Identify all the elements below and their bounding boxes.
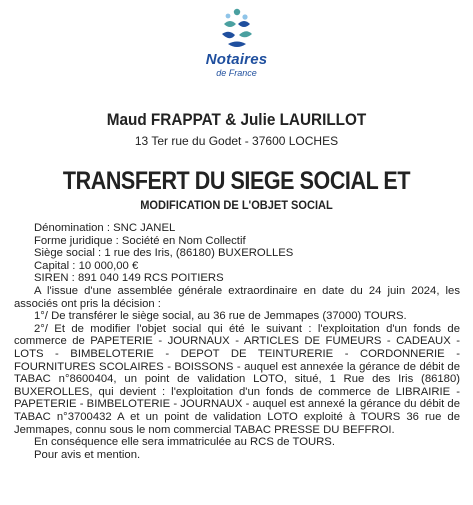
company-denomination: Dénomination : SNC JANEL xyxy=(34,222,176,234)
paragraph-decision-2: 2°/ Et de modifier l'objet social qui été le suivant : l'exploitation d'un fonds de commerce de PAPETERIE - JOURNAUX - ARTICLES DE FUMEURS - CADEAUX - LOTS - BIMBELOTERIE - DEPOT DE TEINTURERIE - CORDONNERIE - FOURNITURES SCOLAIRES - BOISSONS - auquel est annexée la gérance de débit de TABAC n°8600404, un point de validation LOTO, situé, 1 Rue des Iris (86180) BUXEROLLES, qui devient : l'exploitation d'un fonds de commerce de LIBRAIRIE - PAPETERIE - BIMBELOTERIE - JOURNAUX - auquel est annexé la gérance du débit de TABAC n°3700432 A et un point de validation LOTO exploité à TOURS 36 rue de Jemmapes, connu sous le nom commercial TABAC PRESSE DU BEFFROI. xyxy=(14,322,460,436)
company-siren: SIREN : 891 040 149 RCS POITIERS xyxy=(34,272,224,285)
paragraph-consequence: En conséquence elle sera immatriculée au RCS de TOURS. xyxy=(34,436,335,449)
company-capital: Capital : 10 000,00 € xyxy=(34,259,139,272)
logo-subtitle: de France xyxy=(216,68,257,78)
paragraph-decision-1: 1°/ De transférer le siège social, au 36 rue de Jemmapes (37000) TOURS. xyxy=(34,310,407,323)
logo-title: Notaires xyxy=(205,51,268,68)
notary-names: Maud FRAPPAT & Julie LAURILLOT xyxy=(106,110,367,129)
paragraph-intro: A l'issue d'une assemblée générale extraordinaire en date du 24 juin 2024, les associés ont pris la décision : xyxy=(14,284,460,310)
paragraph-closing: Pour avis et mention. xyxy=(34,448,141,461)
notice-subheadline: MODIFICATION DE L'OBJET SOCIAL xyxy=(140,198,333,212)
company-legal-form: Forme juridique : Société en Nom Collectif xyxy=(34,234,246,247)
notaires-emblem-icon xyxy=(214,6,260,52)
notice-headline: TRANSFERT DU SIEGE SOCIAL ET xyxy=(62,167,411,195)
company-registered-office: Siège social : 1 rue des Iris, (86180) BUXEROLLES xyxy=(34,247,294,260)
notary-address: 13 Ter rue du Godet - 37600 LOCHES xyxy=(134,134,339,148)
notice-body xyxy=(14,222,460,461)
notaires-logo xyxy=(0,6,473,78)
